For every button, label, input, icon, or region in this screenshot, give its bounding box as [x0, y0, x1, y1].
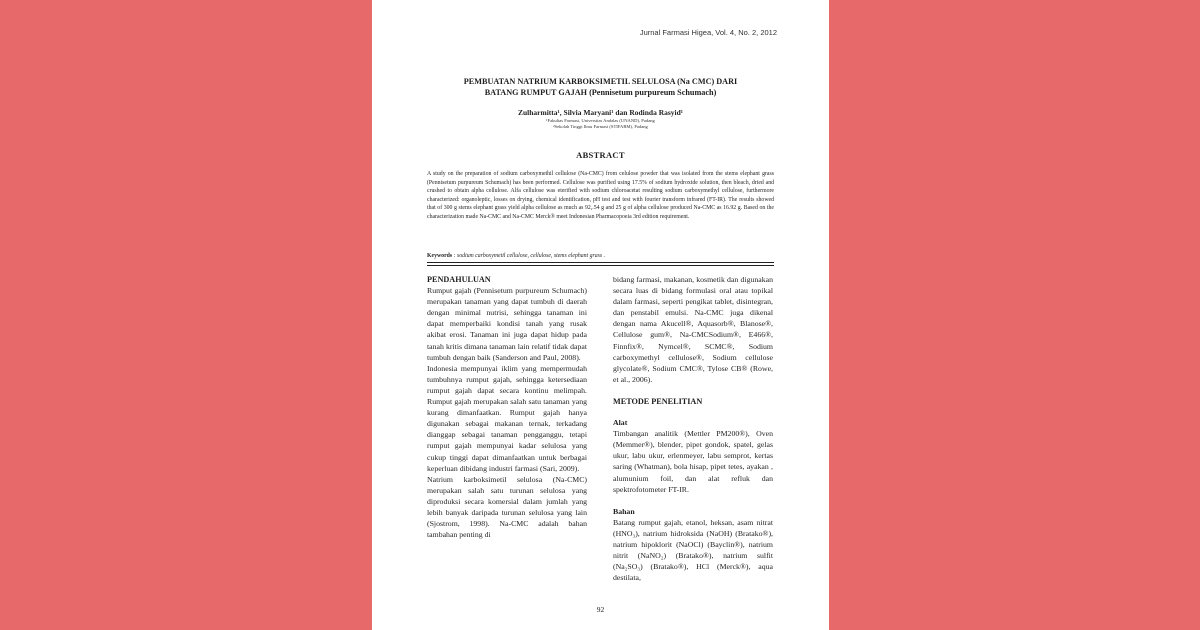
- abstract-text: A study on the preparation of sodium carboxymethil cellulose (Na-CMC) from celulose powder that was isolated from the stems elephant grass (Pennisetum purpureum Schumach) has been performed. Cellulose was purified using 17.5% of sodium hydroxide solution, then bleach, dried and crushed to obtain alpha cellulose. Alfa cellulose was eterified with sodium chloroacetat resulting sodium carboxymethyl cellulose, furthermore characterized: organoleptic, losses on drying, chemical identification, pH test and test with fourier transform infrared (FT-IR). The results showed that of 300 g stems elephant grass yield alpha cellulose as much as 92,.54 g and 25 g of alpha cellulose produced Na-CMC as 16.92 g. Based on the characterization made Na-CMC and Na-CMC Merck® meet Indonesian Pharmacopoeia 3rd edition requirement.: [427, 171, 774, 220]
- paragraph: bidang farmasi, makanan, kosmetik dan digunakan secara luas di bidang formulasi oral atau topikal dalam farmasi, seperti pengikat tablet, disintegran, dan penstabil emulsi. Na-CMC juga dikenal dengan nama Akucell®, Aquasorb®, Blanose®, Cellulose gum®, Na-CMCSodium®, E466®, Finnfix®, Nymcel®, SCMC®, Sodium carboxymethyl cellulose®, Sodium cellulose glycolate®, Sodium CMC®, Tylose CB® (Rowe, et al., 2006).: [613, 275, 773, 384]
- subheading-bahan: Bahan: [613, 506, 635, 516]
- paper-title: [412, 77, 789, 98]
- subheading-alat: Alat: [613, 418, 628, 428]
- keywords-value: : sodium carboxymetil cellulose, cellulose, stems elephant grass .: [453, 253, 606, 259]
- paper-title-line-1: PEMBUATAN NATRIUM KARBOKSIMETIL SELULOSA (Na CMC) DARI: [463, 77, 738, 86]
- affiliation-2: ²Sekolah Tinggi Ilmu Farmasi (STIFARM), Padang: [553, 124, 648, 129]
- keywords: [427, 252, 774, 260]
- affiliations: [412, 118, 789, 130]
- paper-page: [372, 0, 829, 630]
- paragraph: Indonesia mempunyai iklim yang mempermudah tumbuhnya rumput gajah, sehingga ketersediaan rumput gajah dapat secara kontinu melimpah. Rumput gajah merupakan salah satu tanaman yang kurang dimanfaatkan. Rumput gajah hanya digunakan sebagai makanan ternak, terkadang dianggap sebagai tanaman pengganggu, tetapi rumput gajah mempunyai kadar selulosa yang cukup tinggi dapat dimanfaatkan untuk berbagai keperluan dibidang industri farmasi (Sari, 2009).: [427, 363, 587, 473]
- abstract-heading: ABSTRACT: [576, 150, 625, 160]
- affiliation-1: ¹Fakultas Farmasi, Universitas Andalas (UNAND), Padang: [546, 118, 655, 123]
- keywords-label: Keywords: [427, 253, 453, 259]
- authors: Zulharmitta¹, Silvia Maryani¹ dan Rodinda Rasyid¹: [517, 108, 684, 117]
- paragraph: Rumput gajah (Pennisetum purpureum Schumach) merupakan tanaman yang dapat tumbuh di daerah dengan minimal nutrisi, sehingga tanaman ini dapat memperbaiki kondisi tanah yang rusak akibat erosi. Tanaman ini juga dapat hidup pada tanah kritis dimana tanaman lain relatif tidak dapat tumbuh dengan baik (Sanderson and Paul, 2008).: [427, 286, 587, 362]
- section-heading-metode: METODE PENELITIAN: [613, 396, 703, 406]
- paper-title-line-2: BATANG RUMPUT GAJAH (Pennisetum purpureum Schumach): [484, 87, 717, 97]
- left-column: [427, 274, 587, 540]
- divider: [427, 262, 774, 263]
- paragraph-alat: Timbangan analitik (Mettler PM200®), Oven (Memmer®), blender, pipet gondok, spatel, gelas ukur, labu ukur, erlenmeyer, labu semprot, kertas saring (Whatman), bola hisap, pipet tetes, ayakan , alumunium foil, dan alat refluk dan spektrofotometer FT-IR.: [613, 429, 773, 494]
- journal-header: Jurnal Farmasi Higea, Vol. 4, No. 2, 2012: [639, 28, 777, 37]
- divider-thin: [427, 265, 774, 266]
- page-number: 92: [596, 605, 605, 614]
- section-heading-pendahuluan: PENDAHULUAN: [427, 275, 491, 284]
- paragraph: Natrium karboksimetil selulosa (Na-CMC) merupakan salah satu turunan selulosa yang diproduksi secara komersial dalam jumlah yang lebih banyak daripada turunan selulosa yang lain (Sjostrom, 1998). Na-CMC adalah bahan tambahan penting di: [427, 474, 587, 540]
- right-column: [613, 274, 773, 583]
- paragraph-bahan: Batang rumput gajah, etanol, heksan, asam nitrat (HNO₃), natrium hidroksida (NaOH) (Bratako®), natrium hipoklorit (NaOCl) (Bayclin®), natrium nitrit (NaNO₂) (Bratako®), natrium sulfit (Na₂SO₃) (Bratako®), HCl (Merck®), aqua destilata,: [613, 517, 773, 583]
